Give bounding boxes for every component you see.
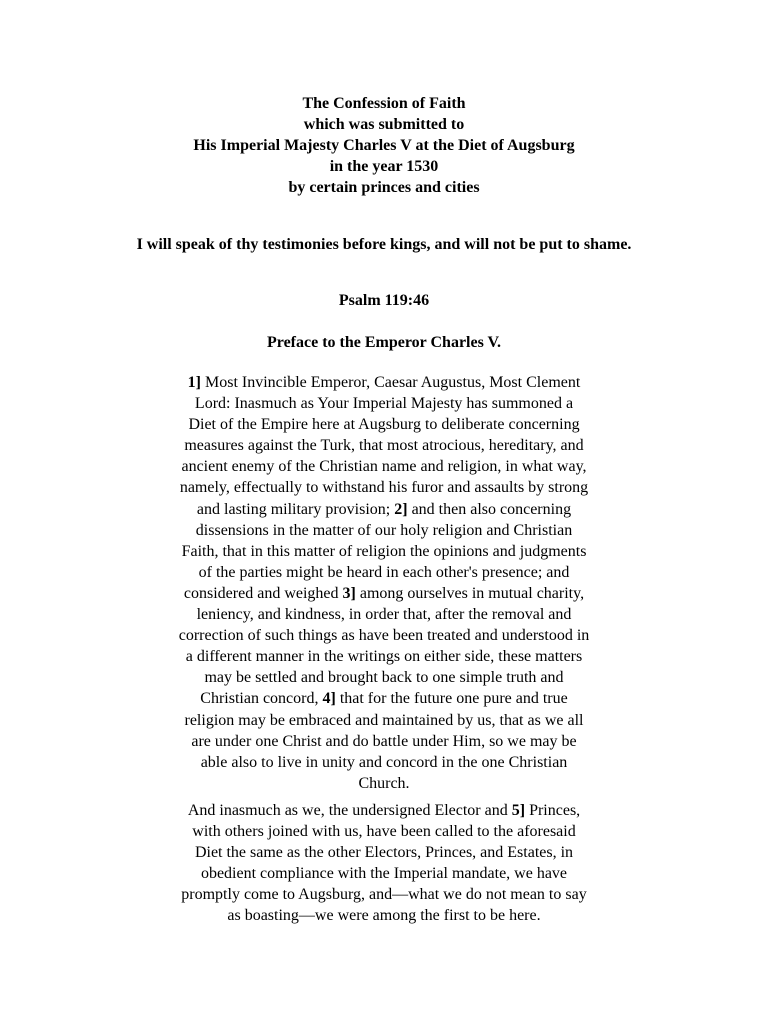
line-text: Most Invincible Emperor, Caesar Augustus, Most Clement: [201, 374, 581, 391]
epigraph-reference: Psalm 119:46: [338, 292, 430, 309]
paragraph-line: may be settled and brought back to one simple truth and: [204, 669, 564, 687]
paragraph-line: with others joined with us, have been called to the aforesaid: [192, 823, 576, 841]
section-number: 2]: [394, 500, 408, 518]
line-text: that for the future one pure and true: [335, 690, 568, 708]
paragraph-line: religion may be embraced and maintained by us, that as we all: [184, 711, 584, 729]
paragraph-line: [150, 688, 618, 709]
paragraph-line: [150, 583, 618, 604]
paragraph-line: of the parties might be heard in each other's presence; and: [198, 563, 570, 581]
paragraph-line: are under one Christ and do battle under Him, so we may be: [191, 732, 577, 750]
paragraph-line: namely, effectually to withstand his furor and assaults by strong: [179, 479, 589, 497]
paragraph-line: Diet the same as the other Electors, Princes, and Estates, in: [194, 844, 574, 862]
line-text: and lasting military provision;: [196, 500, 395, 518]
paragraph-line: obedient compliance with the Imperial mandate, we have: [200, 865, 568, 883]
line-text: among ourselves in mutual charity,: [355, 584, 585, 602]
preface-paragraph-1: [150, 372, 618, 794]
title-line: The Confession of Faith: [302, 95, 466, 112]
paragraph-line: as boasting—we were among the first to be here.: [227, 907, 541, 925]
section-number: 5]: [511, 802, 526, 819]
paragraph-line: dissensions in the matter of our holy religion and Christian: [195, 521, 573, 539]
preface-paragraph-2: [150, 800, 618, 927]
preface-heading: Preface to the Emperor Charles V.: [266, 334, 502, 351]
paragraph-line: measures against the Turk, that most atrocious, hereditary, and: [184, 437, 584, 455]
line-text: Christian concord,: [200, 690, 323, 708]
epigraph-text: I will speak of thy testimonies before kings, and will not be put to shame.: [136, 236, 632, 253]
line-text: and then also concerning: [407, 500, 572, 518]
paragraph-line: ancient enemy of the Christian name and religion, in what way,: [181, 458, 587, 476]
title-line: by certain princes and cities: [288, 179, 480, 196]
section-number: 3]: [342, 584, 356, 602]
document-title: [0, 93, 768, 198]
line-text: Princes,: [525, 802, 581, 819]
title-line: which was submitted to: [303, 116, 465, 133]
section-number: 4]: [322, 690, 336, 708]
line-text: considered and weighed: [183, 584, 343, 602]
paragraph-line: [150, 800, 618, 821]
paragraph-line: leniency, and kindness, in order that, after the removal and: [196, 606, 572, 624]
paragraph-line: promptly come to Augsburg, and—what we do not mean to say: [181, 886, 587, 904]
paragraph-line: Church.: [358, 774, 410, 792]
paragraph-line: [150, 372, 618, 393]
paragraph-line: a different manner in the writings on either side, these matters: [185, 648, 583, 666]
line-text: And inasmuch as we, the undersigned Elector and: [187, 802, 512, 819]
paragraph-line: Faith, that in this matter of religion the opinions and judgments: [181, 542, 587, 560]
paragraph-line: Lord: Inasmuch as Your Imperial Majesty has summoned a: [194, 395, 574, 413]
title-line: in the year 1530: [329, 158, 439, 175]
section-number: 1]: [187, 374, 201, 391]
paragraph-line: correction of such things as have been treated and understood in: [178, 627, 590, 645]
title-line: His Imperial Majesty Charles V at the Diet of Augsburg: [193, 137, 575, 154]
paragraph-line: Diet of the Empire here at Augsburg to deliberate concerning: [188, 416, 580, 434]
paragraph-line: able also to live in unity and concord in the one Christian: [200, 753, 568, 771]
paragraph-line: [150, 499, 618, 520]
